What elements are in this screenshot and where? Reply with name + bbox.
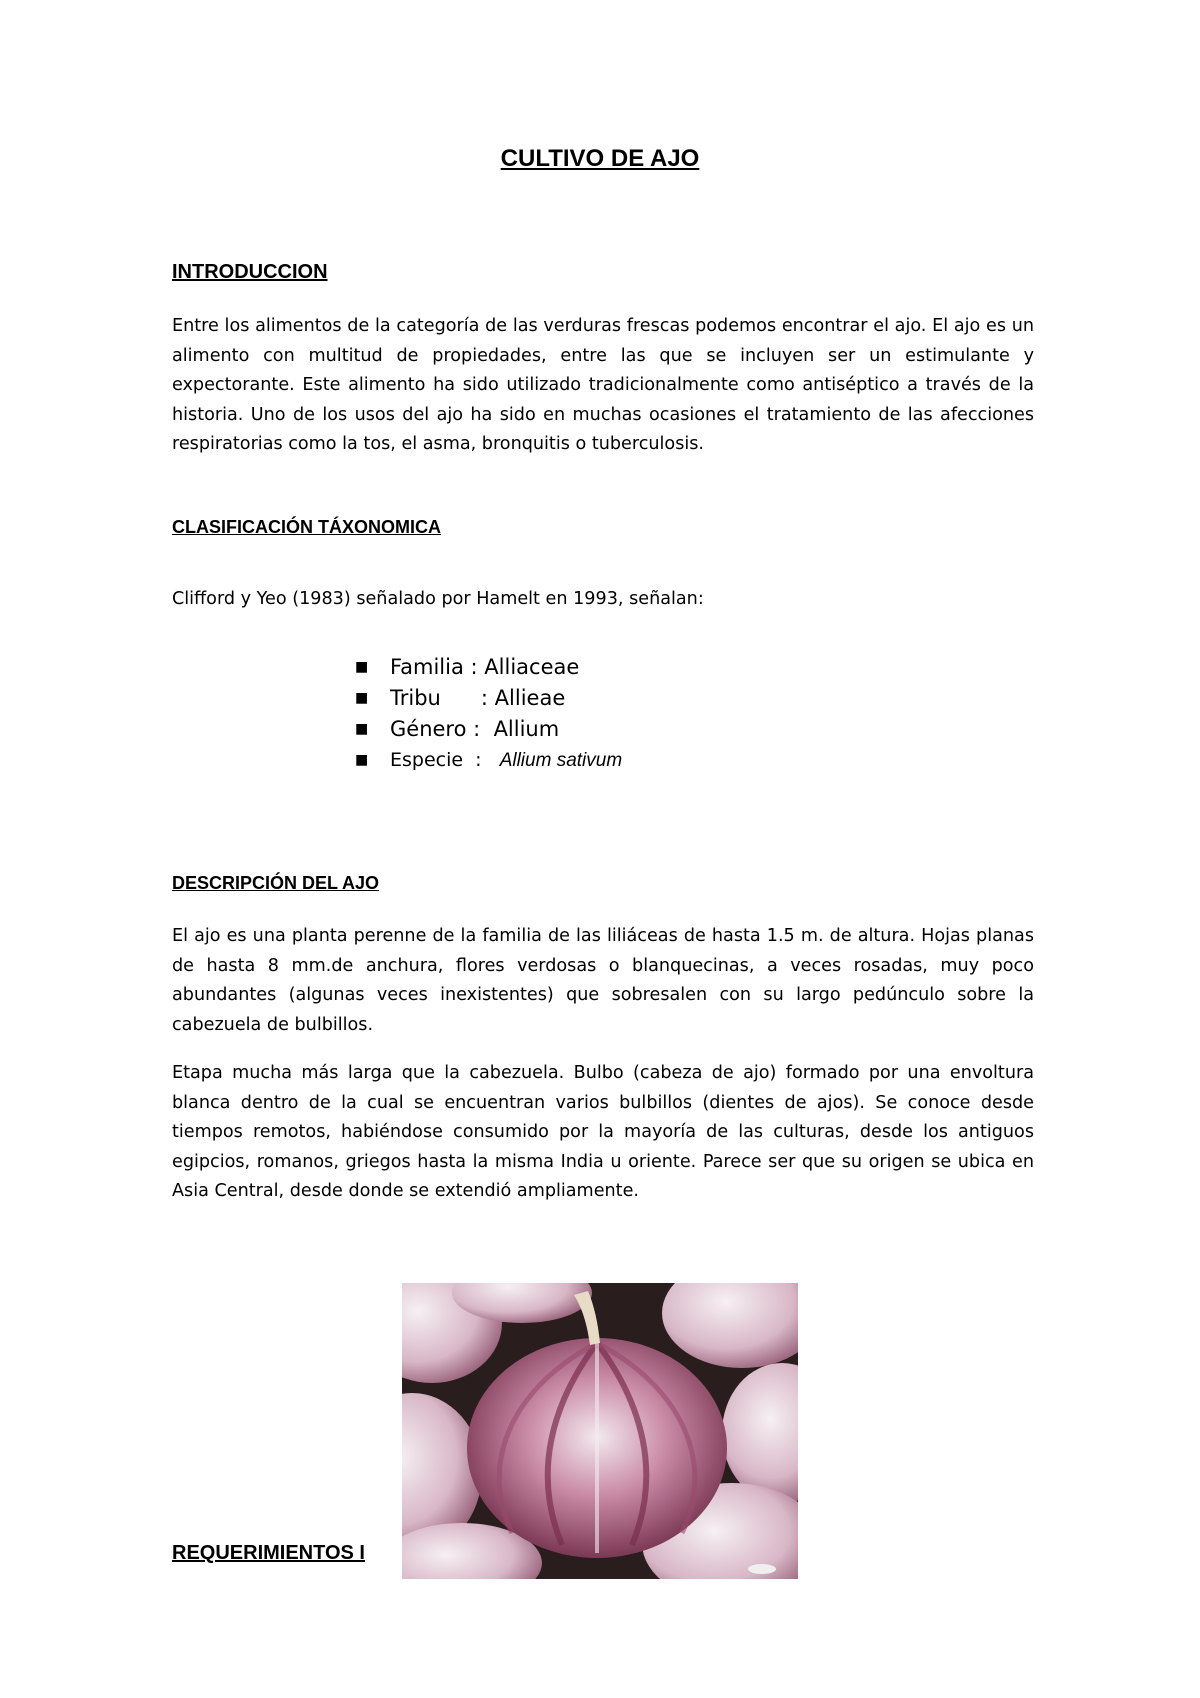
requirements-heading: REQUERIMIENTOS I: [172, 1542, 365, 1564]
taxonomy-item-tribu: ■ Tribu : Allieae: [350, 683, 622, 714]
description-heading: DESCRIPCIÓN DEL AJO: [172, 873, 380, 893]
taxonomy-item-especie: ■ Especie : Allium sativum: [350, 745, 622, 776]
intro-heading: INTRODUCCION: [172, 261, 328, 283]
intro-paragraph: Entre los alimentos de la categoría de las verduras frescas podemos encontrar el ajo. El ajo es un alimento con multitud de propiedades, entre las que se incluyen ser un estimulante y expectorante. Este alimento ha sido utilizado tradicionalmente como antiséptico a través de la historia. Uno de los usos del ajo ha sido en muchas ocasiones el tratamiento de las afecciones respiratorias como la tos, el asma, bronquitis o tuberculosis.: [172, 316, 1034, 454]
garlic-image: [402, 1283, 798, 1579]
taxonomy-list: [350, 652, 622, 776]
taxonomy-heading: CLASIFICACIÓN TÁXONOMICA: [172, 517, 441, 537]
bullet-icon: ■: [355, 721, 369, 737]
bullet-icon: ■: [355, 690, 369, 706]
taxonomy-item-genero: ■ Género : Allium: [350, 714, 622, 745]
document-title: CULTIVO DE AJO: [500, 145, 700, 172]
bullet-icon: ■: [355, 752, 369, 768]
bullet-icon: ■: [355, 659, 369, 675]
description-paragraph-1: El ajo es una planta perenne de la familia de las liliáceas de hasta 1.5 m. de altura. Hojas planas de hasta 8 mm.de anchura, flores verdosas o blanquecinas, a veces rosadas, muy poco abundantes (algunas veces inexistentes) que sobresalen con su largo pedúnculo sobre la cabezuela de bulbillos.: [172, 926, 1034, 1035]
description-paragraph-2: Etapa mucha más larga que la cabezuela. Bulbo (cabeza de ajo) formado por una envoltura blanca dentro de la cual se encuentran varios bulbillos (dientes de ajos). Se conoce desde tiempos remotos, habiéndose consumido por la mayoría de las culturas, desde los antiguos egipcios, romanos, griegos hasta la misma India u oriente. Parece ser que su origen se ubica en Asia Central, desde donde se extendió ampliamente.: [172, 1063, 1034, 1201]
taxonomy-source: Clifford y Yeo (1983) señalado por Hamelt en 1993, señalan:: [172, 589, 704, 609]
garlic-photo: [402, 1283, 798, 1579]
taxonomy-item-familia: ■ Familia : Alliaceae: [350, 652, 622, 683]
